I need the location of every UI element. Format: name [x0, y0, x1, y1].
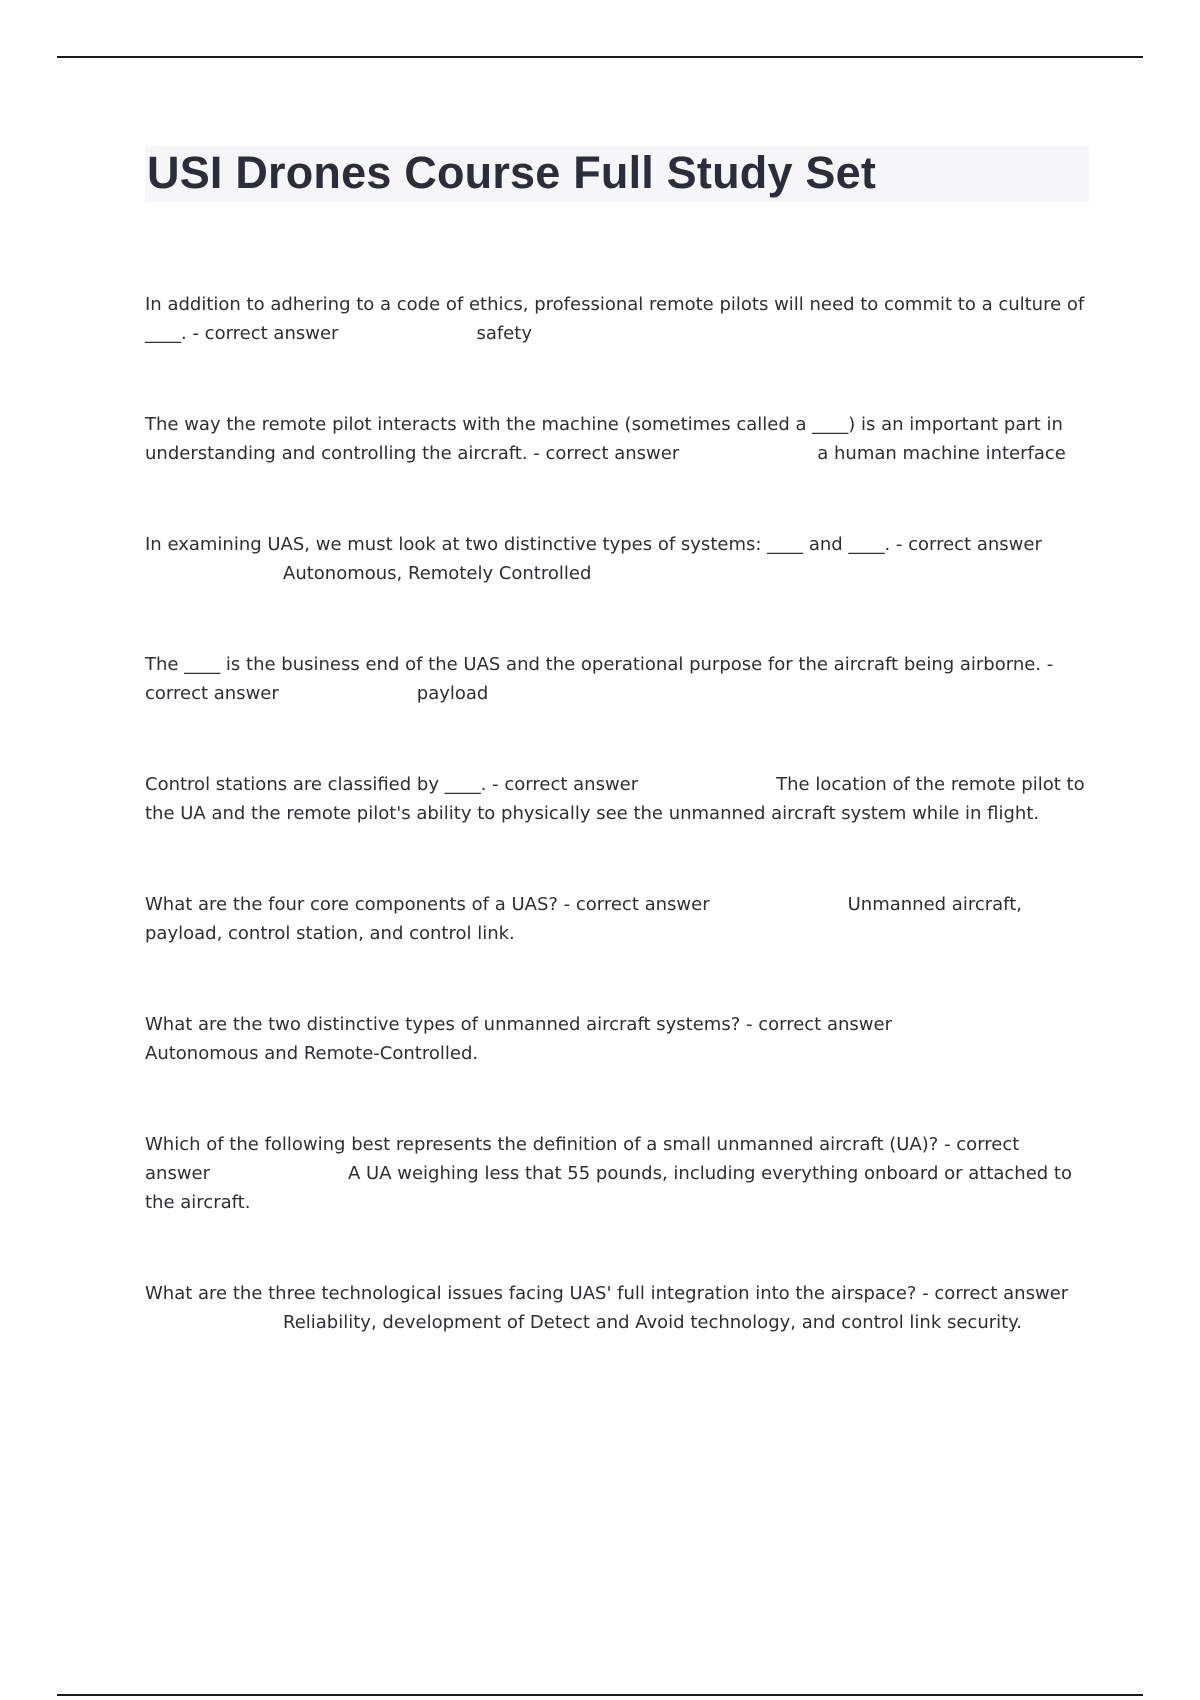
qa-item — [145, 530, 1090, 588]
answer-text: A UA weighing less that 55 pounds, including everything onboard or attached to the aircraft. — [145, 1163, 1073, 1213]
question-text: In examining UAS, we must look at two distinctive types of systems: ____ and ____. — [145, 534, 891, 555]
question-text: What are the two distinctive types of unmanned aircraft systems? — [145, 1014, 741, 1035]
question-text: Control stations are classified by ____. — [145, 774, 487, 795]
answer-marker: - correct answer — [557, 894, 710, 915]
bottom-rule — [57, 1694, 1143, 1696]
qa-item — [145, 1279, 1090, 1337]
question-text: The ____ is the business end of the UAS and the operational purpose for the aircraft being airborne. — [145, 654, 1042, 675]
question-text: What are the three technological issues facing UAS' full integration into the airspace? — [145, 1283, 917, 1304]
qa-item — [145, 890, 1090, 948]
answer-text: Autonomous, Remotely Controlled — [283, 563, 592, 584]
question-text: Which of the following best represents the definition of a small unmanned aircraft (UA)? — [145, 1134, 939, 1155]
question-text: In addition to adhering to a code of ethics, professional remote pilots will need to commit to a culture of ____. — [145, 294, 1085, 344]
answer-marker: - correct answer — [890, 534, 1042, 555]
qa-item — [145, 1130, 1090, 1217]
answer-marker: - correct answer — [186, 323, 339, 344]
answer-marker: - correct answer — [527, 443, 680, 464]
answer-text: The location of the remote pilot to the UA and the remote pilot's ability to physically see the unmanned aircraft system while in flight. — [145, 774, 1085, 824]
qa-item — [145, 770, 1090, 828]
page-title: USI Drones Course Full Study Set — [147, 147, 877, 198]
answer-text: Autonomous and Remote-Controlled. — [145, 1043, 479, 1064]
answer-text: Unmanned aircraft, payload, control station, and control link. — [145, 894, 1022, 944]
qa-item — [145, 290, 1090, 348]
answer-marker: - correct answer — [486, 774, 639, 795]
question-text: The way the remote pilot interacts with the machine (sometimes called a ____) is an important part in understanding and controlling the aircraft. — [145, 414, 1063, 464]
answer-text: safety — [476, 323, 532, 344]
answer-marker: - correct answer — [145, 654, 1054, 704]
qa-item — [145, 650, 1090, 708]
qa-item — [145, 410, 1090, 468]
question-text: What are the four core components of a UAS? — [145, 894, 558, 915]
top-rule — [57, 56, 1143, 58]
answer-text: a human machine interface — [817, 443, 1066, 464]
answer-text: Reliability, development of Detect and Avoid technology, and control link security. — [283, 1312, 1022, 1333]
answer-text: payload — [416, 683, 489, 704]
qa-item — [145, 1010, 1090, 1068]
answer-marker: - correct answer — [145, 1134, 1020, 1184]
answer-marker: - correct answer — [916, 1283, 1069, 1304]
qa-list — [145, 290, 1090, 1399]
answer-marker: - correct answer — [740, 1014, 892, 1035]
